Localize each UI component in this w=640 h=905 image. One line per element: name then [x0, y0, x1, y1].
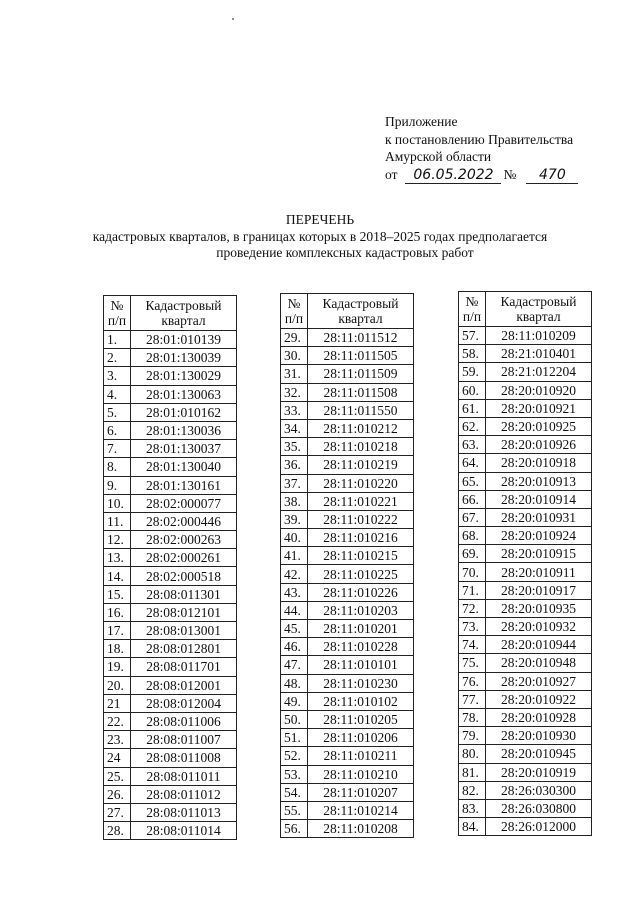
row-number: 62. — [459, 417, 486, 435]
row-number: 40. — [281, 529, 308, 547]
table-row — [281, 329, 414, 347]
cadastral-quarter-code: 28:11:010201 — [308, 620, 414, 638]
cadastral-quarter-code: 28:11:010222 — [308, 510, 414, 528]
row-number: 14. — [104, 567, 131, 585]
row-number: 52. — [281, 747, 308, 765]
table-row — [281, 547, 414, 565]
table-row — [281, 801, 414, 819]
table-body-1 — [104, 331, 237, 840]
table-row — [459, 399, 592, 417]
cadastral-quarter-code: 28:11:010206 — [308, 729, 414, 747]
table-row — [104, 603, 237, 621]
row-number: 51. — [281, 729, 308, 747]
row-number: 25. — [104, 767, 131, 785]
cadastral-quarter-code: 28:20:010944 — [486, 636, 592, 654]
cadastral-quarter-code: 28:26:012000 — [486, 818, 592, 836]
row-number: 15. — [104, 585, 131, 603]
row-number: 46. — [281, 638, 308, 656]
row-number: 50. — [281, 710, 308, 728]
row-number: 83. — [459, 799, 486, 817]
cadastral-quarter-code: 28:11:010203 — [308, 601, 414, 619]
row-number: 30. — [281, 347, 308, 365]
table-row — [104, 822, 237, 840]
cadastral-quarter-code: 28:11:010212 — [308, 419, 414, 437]
cadastral-quarter-code: 28:08:011006 — [131, 712, 237, 730]
table-row — [104, 349, 237, 367]
handwritten-number: 470 — [526, 168, 578, 184]
table-row — [281, 401, 414, 419]
row-number: 75. — [459, 654, 486, 672]
row-number: 84. — [459, 818, 486, 836]
cadastral-quarter-code: 28:20:010918 — [486, 454, 592, 472]
row-number: 66. — [459, 490, 486, 508]
table-row — [459, 636, 592, 654]
table-row — [459, 527, 592, 545]
table-row — [459, 690, 592, 708]
table-row — [281, 783, 414, 801]
row-number: 9. — [104, 476, 131, 494]
cadastral-quarter-code: 28:01:130063 — [131, 385, 237, 403]
table-row — [104, 676, 237, 694]
number-sign: № — [503, 166, 517, 182]
row-number: 18. — [104, 640, 131, 658]
table-row — [281, 710, 414, 728]
table-row — [281, 492, 414, 510]
row-number: 7. — [104, 440, 131, 458]
row-number: 42. — [281, 565, 308, 583]
row-number: 64. — [459, 454, 486, 472]
cadastral-quarter-code: 28:11:011509 — [308, 365, 414, 383]
row-number: 13. — [104, 549, 131, 567]
row-number: 77. — [459, 690, 486, 708]
row-number: 22. — [104, 712, 131, 730]
cadastral-quarter-code: 28:11:010220 — [308, 474, 414, 492]
table-row — [281, 347, 414, 365]
row-number: 27. — [104, 803, 131, 821]
table-row — [281, 638, 414, 656]
row-number: 61. — [459, 399, 486, 417]
cadastral-quarter-code: 28:20:010920 — [486, 381, 592, 399]
row-number: 1. — [104, 331, 131, 349]
row-number: 58. — [459, 345, 486, 363]
table-row — [459, 727, 592, 745]
table-row — [459, 436, 592, 454]
table-row — [459, 672, 592, 690]
row-number: 4. — [104, 385, 131, 403]
cadastral-quarter-code: 28:20:010931 — [486, 508, 592, 526]
table-row — [459, 654, 592, 672]
cadastral-quarter-code: 28:01:130037 — [131, 440, 237, 458]
table-row — [459, 781, 592, 799]
row-number: 56. — [281, 820, 308, 838]
table-row — [281, 692, 414, 710]
row-number: 60. — [459, 381, 486, 399]
cadastral-quarter-code: 28:20:010914 — [486, 490, 592, 508]
table-row — [281, 456, 414, 474]
table-row — [281, 565, 414, 583]
cadastral-quarter-code: 28:02:000446 — [131, 512, 237, 530]
table-row — [281, 510, 414, 528]
cadastral-quarter-code: 28:20:010917 — [486, 581, 592, 599]
table-row — [104, 549, 237, 567]
title-line-2: проведение комплексных кадастровых работ — [216, 245, 474, 260]
table-row — [459, 490, 592, 508]
cadastral-quarter-code: 28:11:010211 — [308, 747, 414, 765]
cadastral-quarter-code: 28:08:011301 — [131, 585, 237, 603]
row-number: 74. — [459, 636, 486, 654]
table-row — [104, 803, 237, 821]
table-row — [281, 583, 414, 601]
row-number: 5. — [104, 403, 131, 421]
cadastral-quarter-code: 28:08:013001 — [131, 622, 237, 640]
cadastral-quarter-code: 28:08:012101 — [131, 603, 237, 621]
cadastral-quarter-code: 28:20:010935 — [486, 599, 592, 617]
row-number: 80. — [459, 745, 486, 763]
header-quarter: Кадастровый квартал — [308, 294, 414, 329]
table-row — [459, 563, 592, 581]
row-number: 24 — [104, 749, 131, 767]
row-number: 55. — [281, 801, 308, 819]
row-number: 17. — [104, 622, 131, 640]
cadastral-quarter-code: 28:20:010932 — [486, 618, 592, 636]
table-body-3 — [459, 327, 592, 836]
table-row — [104, 385, 237, 403]
table-row — [104, 712, 237, 730]
row-number: 44. — [281, 601, 308, 619]
table-row — [281, 365, 414, 383]
cadastral-quarter-code: 28:11:010221 — [308, 492, 414, 510]
table-row — [459, 708, 592, 726]
cadastral-quarter-code: 28:11:010230 — [308, 674, 414, 692]
row-number: 32. — [281, 383, 308, 401]
table-row — [459, 472, 592, 490]
quarters-table-3 — [458, 291, 592, 836]
cadastral-quarter-code: 28:20:010922 — [486, 690, 592, 708]
table-row — [281, 529, 414, 547]
cadastral-quarter-code: 28:11:010218 — [308, 438, 414, 456]
row-number: 79. — [459, 727, 486, 745]
cadastral-quarter-code: 28:11:010210 — [308, 765, 414, 783]
table-row — [459, 599, 592, 617]
row-number: 3. — [104, 367, 131, 385]
table-row — [104, 694, 237, 712]
row-number: 2. — [104, 349, 131, 367]
header-num: № п/п — [459, 292, 486, 327]
cadastral-quarter-code: 28:02:000261 — [131, 549, 237, 567]
row-number: 67. — [459, 508, 486, 526]
document-title — [0, 212, 640, 262]
table-row — [459, 799, 592, 817]
table-header-row — [281, 294, 414, 329]
row-number: 34. — [281, 419, 308, 437]
row-number: 39. — [281, 510, 308, 528]
cadastral-quarter-code: 28:08:012004 — [131, 694, 237, 712]
cadastral-quarter-code: 28:20:010945 — [486, 745, 592, 763]
cadastral-quarter-code: 28:11:011508 — [308, 383, 414, 401]
header-quarter: Кадастровый квартал — [486, 292, 592, 327]
table-body-2 — [281, 329, 414, 838]
cadastral-quarter-code: 28:01:130040 — [131, 458, 237, 476]
appendix-title: Приложение — [385, 114, 458, 129]
table-row — [104, 767, 237, 785]
table-row — [104, 567, 237, 585]
row-number: 81. — [459, 763, 486, 781]
handwritten-date: 06.05.2022 — [405, 168, 501, 184]
cadastral-quarter-code: 28:08:011011 — [131, 767, 237, 785]
cadastral-quarter-code: 28:01:130029 — [131, 367, 237, 385]
table-row — [281, 620, 414, 638]
cadastral-quarter-code: 28:11:010216 — [308, 529, 414, 547]
cadastral-quarter-code: 28:08:012001 — [131, 676, 237, 694]
cadastral-quarter-code: 28:20:010911 — [486, 563, 592, 581]
date-prefix: от — [385, 166, 398, 182]
row-number: 26. — [104, 785, 131, 803]
table-row — [104, 512, 237, 530]
cadastral-quarter-code: 28:11:010226 — [308, 583, 414, 601]
row-number: 63. — [459, 436, 486, 454]
title-heading: ПЕРЕЧЕНЬ — [285, 212, 355, 227]
row-number: 72. — [459, 599, 486, 617]
table-row — [104, 640, 237, 658]
table-row — [459, 745, 592, 763]
row-number: 20. — [104, 676, 131, 694]
header-num: № п/п — [104, 296, 131, 331]
row-number: 54. — [281, 783, 308, 801]
cadastral-quarter-code: 28:01:010162 — [131, 403, 237, 421]
row-number: 38. — [281, 492, 308, 510]
row-number: 23. — [104, 731, 131, 749]
cadastral-quarter-code: 28:11:010207 — [308, 783, 414, 801]
table-row — [459, 818, 592, 836]
row-number: 70. — [459, 563, 486, 581]
table-row — [459, 381, 592, 399]
cadastral-quarter-code: 28:01:130161 — [131, 476, 237, 494]
row-number: 53. — [281, 765, 308, 783]
row-number: 8. — [104, 458, 131, 476]
table-row — [459, 345, 592, 363]
table-row — [459, 363, 592, 381]
table-row — [281, 747, 414, 765]
cadastral-quarter-code: 28:11:010215 — [308, 547, 414, 565]
title-line-1: кадастровых кварталов, в границах которых в 2018–2025 годах предполагается — [92, 228, 548, 244]
cadastral-quarter-code: 28:20:010924 — [486, 527, 592, 545]
cadastral-quarter-code: 28:08:011008 — [131, 749, 237, 767]
row-number: 36. — [281, 456, 308, 474]
row-number: 35. — [281, 438, 308, 456]
table-row — [104, 731, 237, 749]
row-number: 59. — [459, 363, 486, 381]
table-row — [459, 508, 592, 526]
cadastral-quarter-code: 28:20:010948 — [486, 654, 592, 672]
cadastral-quarter-code: 28:08:011701 — [131, 658, 237, 676]
row-number: 29. — [281, 329, 308, 347]
table-row — [104, 440, 237, 458]
table-row — [459, 327, 592, 345]
row-number: 71. — [459, 581, 486, 599]
table-row — [104, 749, 237, 767]
cadastral-quarter-code: 28:01:130036 — [131, 421, 237, 439]
row-number: 31. — [281, 365, 308, 383]
table-row — [281, 601, 414, 619]
cadastral-quarter-code: 28:11:010209 — [486, 327, 592, 345]
table-row — [459, 454, 592, 472]
table-row — [281, 656, 414, 674]
cadastral-quarter-code: 28:26:030300 — [486, 781, 592, 799]
cadastral-quarter-code: 28:01:130039 — [131, 349, 237, 367]
cadastral-quarter-code: 28:11:010101 — [308, 656, 414, 674]
row-number: 45. — [281, 620, 308, 638]
table-row — [104, 367, 237, 385]
row-number: 19. — [104, 658, 131, 676]
table-row — [281, 674, 414, 692]
cadastral-quarter-code: 28:11:010225 — [308, 565, 414, 583]
row-number: 47. — [281, 656, 308, 674]
table-header-row — [459, 292, 592, 327]
table-row — [104, 458, 237, 476]
cadastral-quarter-code: 28:20:010928 — [486, 708, 592, 726]
cadastral-quarter-code: 28:21:010401 — [486, 345, 592, 363]
table-row — [104, 494, 237, 512]
appendix-region-line: Амурской области — [385, 149, 492, 164]
row-number: 21 — [104, 694, 131, 712]
cadastral-quarter-code: 28:20:010913 — [486, 472, 592, 490]
cadastral-quarter-code: 28:20:010927 — [486, 672, 592, 690]
cadastral-quarter-code: 28:02:000263 — [131, 531, 237, 549]
cadastral-quarter-code: 28:11:011550 — [308, 401, 414, 419]
row-number: 33. — [281, 401, 308, 419]
table-row — [281, 765, 414, 783]
row-number: 16. — [104, 603, 131, 621]
table-row — [281, 383, 414, 401]
table-row — [459, 618, 592, 636]
cadastral-quarter-code: 28:08:011012 — [131, 785, 237, 803]
table-row — [281, 438, 414, 456]
cadastral-quarter-code: 28:08:011007 — [131, 731, 237, 749]
row-number: 48. — [281, 674, 308, 692]
cadastral-quarter-code: 28:21:012204 — [486, 363, 592, 381]
table-row — [459, 545, 592, 563]
cadastral-quarter-code: 28:11:010205 — [308, 710, 414, 728]
row-number: 28. — [104, 822, 131, 840]
appendix-block — [385, 113, 578, 184]
row-number: 6. — [104, 421, 131, 439]
table-row — [459, 763, 592, 781]
cadastral-quarter-code: 28:20:010915 — [486, 545, 592, 563]
table-row — [281, 474, 414, 492]
table-row — [281, 820, 414, 838]
table-header-row — [104, 296, 237, 331]
cadastral-quarter-code: 28:01:010139 — [131, 331, 237, 349]
table-row — [459, 417, 592, 435]
cadastral-quarter-code: 28:11:010219 — [308, 456, 414, 474]
table-row — [104, 785, 237, 803]
row-number: 69. — [459, 545, 486, 563]
row-number: 65. — [459, 472, 486, 490]
row-number: 10. — [104, 494, 131, 512]
quarters-table-1 — [103, 295, 237, 840]
cadastral-quarter-code: 28:20:010921 — [486, 399, 592, 417]
cadastral-quarter-code: 28:20:010926 — [486, 436, 592, 454]
cadastral-quarter-code: 28:02:000077 — [131, 494, 237, 512]
row-number: 82. — [459, 781, 486, 799]
table-row — [104, 622, 237, 640]
header-num: № п/п — [281, 294, 308, 329]
row-number: 68. — [459, 527, 486, 545]
row-number: 78. — [459, 708, 486, 726]
row-number: 37. — [281, 474, 308, 492]
appendix-date-line — [385, 166, 578, 184]
row-number: 49. — [281, 692, 308, 710]
cadastral-quarter-code: 28:02:000518 — [131, 567, 237, 585]
row-number: 76. — [459, 672, 486, 690]
table-row — [281, 729, 414, 747]
cadastral-quarter-code: 28:11:010208 — [308, 820, 414, 838]
row-number: 41. — [281, 547, 308, 565]
cadastral-quarter-code: 28:08:011013 — [131, 803, 237, 821]
row-number: 73. — [459, 618, 486, 636]
table-row — [459, 581, 592, 599]
cadastral-quarter-code: 28:08:011014 — [131, 822, 237, 840]
table-row — [104, 331, 237, 349]
cadastral-quarter-code: 28:11:011512 — [308, 329, 414, 347]
row-number: 11. — [104, 512, 131, 530]
table-row — [281, 419, 414, 437]
table-row — [104, 658, 237, 676]
cadastral-quarter-code: 28:11:010102 — [308, 692, 414, 710]
cadastral-quarter-code: 28:20:010925 — [486, 417, 592, 435]
cadastral-quarter-code: 28:08:012801 — [131, 640, 237, 658]
cadastral-quarter-code: 28:20:010930 — [486, 727, 592, 745]
row-number: 43. — [281, 583, 308, 601]
table-row — [104, 421, 237, 439]
table-row — [104, 403, 237, 421]
table-row — [104, 476, 237, 494]
row-number: 12. — [104, 531, 131, 549]
table-row — [104, 585, 237, 603]
cadastral-quarter-code: 28:11:010214 — [308, 801, 414, 819]
quarters-table-2 — [280, 293, 414, 838]
cadastral-quarter-code: 28:20:010919 — [486, 763, 592, 781]
cadastral-quarter-code: 28:11:011505 — [308, 347, 414, 365]
cadastral-quarter-code: 28:26:030800 — [486, 799, 592, 817]
appendix-decree-line: к постановлению Правительства — [385, 131, 574, 147]
row-number: 57. — [459, 327, 486, 345]
cadastral-quarter-code: 28:11:010228 — [308, 638, 414, 656]
table-row — [104, 531, 237, 549]
header-quarter: Кадастровый квартал — [131, 296, 237, 331]
scan-speck — [232, 18, 234, 20]
